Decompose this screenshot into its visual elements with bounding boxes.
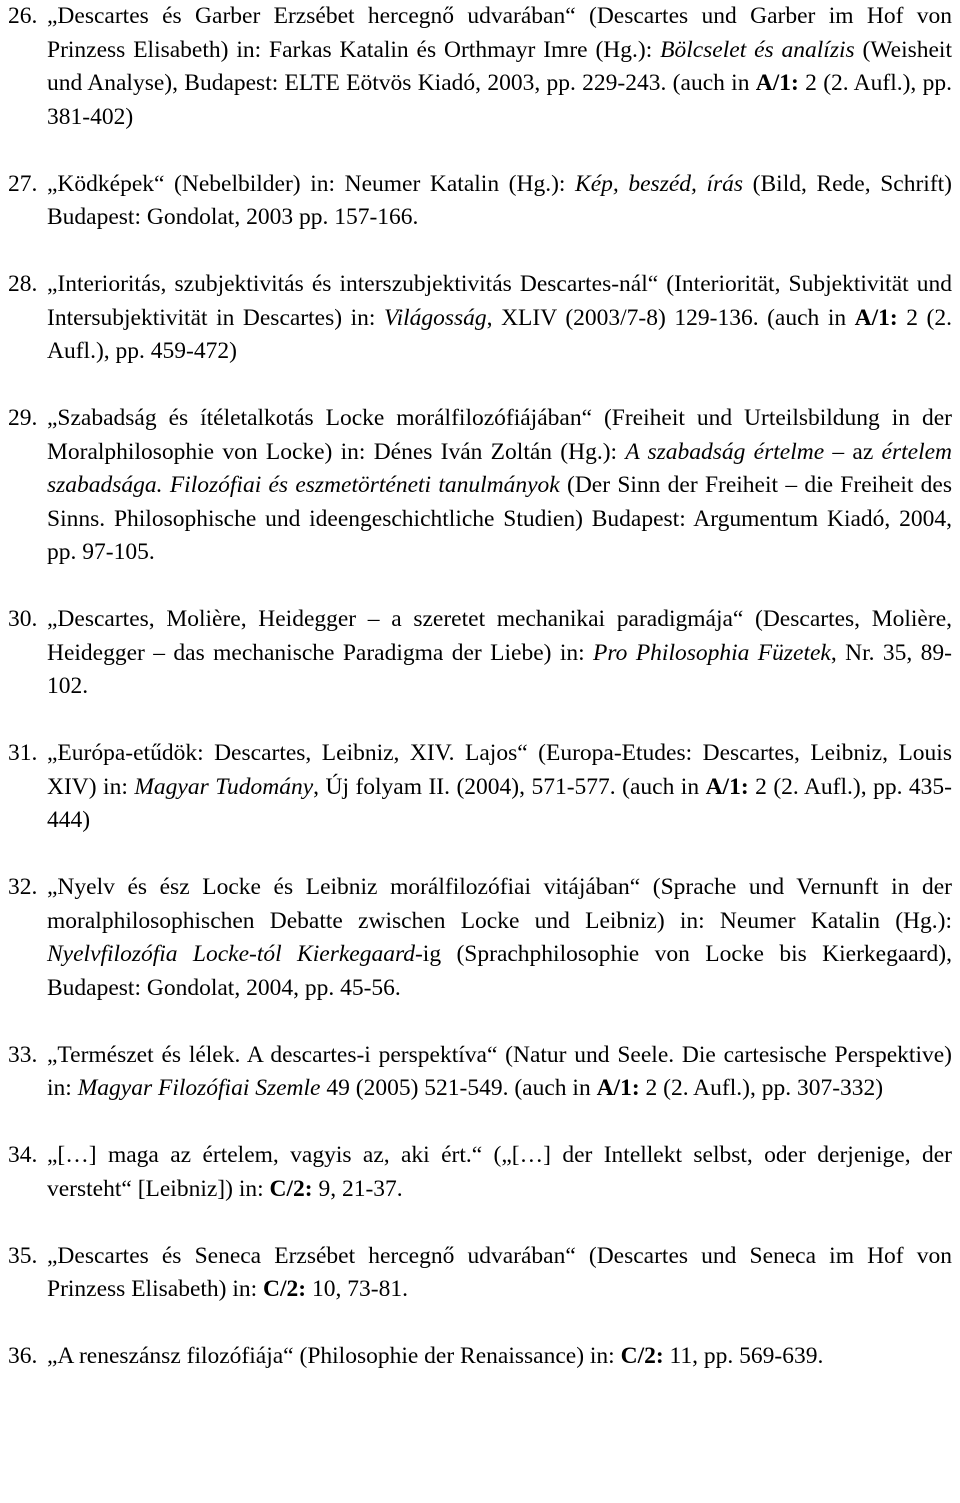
entry-citation [47,1240,952,1307]
bibliography-entry [8,1139,952,1206]
entry-citation [47,603,952,704]
bibliography-entry [8,603,952,704]
italic-title: értelem szabadsága. Filozófiai és eszmetörténeti tanulmányok [47,438,952,498]
bold-reference: A/1: [596,1075,640,1101]
bibliography-entry [8,0,952,134]
citation-text: 49 (2005) 521-549. (auch in [320,1075,597,1101]
bibliography-entry [8,402,952,570]
citation-text: „A reneszánsz filozófiája“ (Philosophie der Renaissance) in: [47,1343,621,1369]
citation-text: , Új folyam II. (2004), 571-577. (auch in [313,773,706,800]
citation-text: „Interioritás, szubjektivitás és interszubjektivitás Descartes-nál“ (Interiorität, Subjektivität und Intersubjektivität in Descartes) in: [47,271,952,331]
entry-number: 34. [8,1142,38,1168]
entry-number: 26. [8,3,38,29]
citation-text: 2 (2. Aufl.), pp. 381-402) [47,70,952,130]
entry-number: 32. [8,874,38,900]
bibliography-entry [8,737,952,838]
bold-reference: A/1: [705,773,749,800]
citation-text: „Descartes, Molière, Heidegger – a szeretet mechanikai paradigmája“ (Descartes, Molière, Heidegger – das mechanische Paradigma der Liebe) in: [47,606,952,666]
citation-text: „Descartes és Garber Erzsébet hercegnő udvarában“ (Descartes und Garber im Hof von Prinzess Elisabeth) in: Farkas Katalin és Orthmayr Imre (Hg.): [47,3,952,63]
entry-number: 35. [8,1242,38,1269]
citation-text: , XLIV (2003/7-8) 129-136. (auch in [486,304,855,331]
bibliography-entry [8,268,952,369]
citation-text: – az [824,438,882,465]
bold-reference: A/1: [854,304,898,331]
citation-text: „Descartes és Seneca Erzsébet hercegnő udvarában“ (Descartes und Seneca im Hof von Prinzess Elisabeth) in: [47,1242,952,1302]
entry-citation [47,871,952,1005]
bibliography-entry [8,871,952,1005]
italic-title: Nyelvfilozófia Locke-tól Kierkegaard [47,941,415,967]
entry-number: 27. [8,170,38,197]
bold-reference: C/2: [620,1343,664,1369]
citation-text: 9, 21-37. [312,1175,403,1202]
entry-citation [47,0,952,134]
bold-reference: C/2: [263,1276,307,1302]
bibliography-entry [8,1340,952,1374]
citation-text: „Európa-etűdök: Descartes, Leibniz, XIV. Lajos“ (Europa-Etudes: Descartes, Leibniz, Louis XIV) in: [47,740,952,800]
bibliography-entry [8,1240,952,1307]
entry-number: 31. [8,740,38,766]
entry-number: 29. [8,405,38,431]
entry-number: 36. [8,1343,38,1369]
entry-number: 30. [8,606,38,632]
entry-citation [47,1340,952,1374]
citation-text: (Bild, Rede, Schrift) Budapest: Gondolat, 2003 pp. 157-166. [47,170,952,230]
citation-text: 11, pp. 569-639. [663,1343,824,1369]
italic-title: Kép, beszéd, írás [575,170,744,197]
bibliography-entry [8,1039,952,1106]
citation-text: „Ködképek“ (Nebelbilder) in: Neumer Katalin (Hg.): [47,170,576,197]
citation-text: 2 (2. Aufl.), pp. 307-332) [639,1075,884,1101]
citation-text: 10, 73-81. [306,1276,408,1302]
italic-title: Bölcselet és analízis [660,36,855,63]
entry-citation [47,168,952,235]
citation-text: 2 (2. Aufl.), pp. 435-444) [47,773,952,833]
entry-citation [47,1039,952,1106]
italic-title: Magyar Tudomány [134,773,314,800]
italic-title: A szabadság értelme [625,438,825,465]
citation-text: (Der Sinn der Freiheit – die Freiheit des Sinns. Philosophische und ideengeschichtliche Studien) Budapest: Argumentum Kiadó, 2004, pp. 97-105. [47,472,952,565]
entry-citation [47,268,952,369]
entry-number: 33. [8,1041,38,1068]
citation-text: „Nyelv és ész Locke és Leibniz morálfilozófiai vitájában“ (Sprache und Vernunft in der moralphilosophischen Debatte zwischen Locke und Leibniz) in: Neumer Katalin (Hg.): [47,874,952,934]
italic-title: Magyar Filozófiai Szemle [77,1075,321,1101]
citation-text: „[…] maga az értelem, vagyis az, aki ért.“ („[…] der Intellekt selbst, oder derjenige, der versteht“ [Leibniz]) in: [47,1142,952,1202]
entry-citation [47,1139,952,1206]
entry-number: 28. [8,271,38,297]
entry-citation [47,402,952,570]
entry-citation [47,737,952,838]
citation-text: , Nr. 35, 89-102. [47,639,952,699]
italic-title: Pro Philosophia Füzetek [593,639,831,666]
citation-text: 2 (2. Aufl.), pp. 459-472) [47,304,953,364]
citation-text: „Természet és lélek. A descartes-i perspektíva“ (Natur und Seele. Die cartesische Perspektive) in: [47,1041,952,1101]
citation-text: -ig (Sprachphilosophie von Locke bis Kierkegaard), Budapest: Gondolat, 2004, pp. 45-56. [47,941,952,1001]
bold-reference: C/2: [269,1175,313,1202]
bold-reference: A/1: [755,70,799,96]
italic-title: Világosság [383,304,487,331]
bibliography-list [8,0,952,1407]
citation-text: „Szabadság és ítéletalkotás Locke morálfilozófiájában“ (Freiheit und Urteilsbildung in der Moralphilosophie von Locke) in: Dénes Iván Zoltán (Hg.): [47,405,952,465]
bibliography-entry [8,168,952,235]
citation-text: (Weisheit und Analyse), Budapest: ELTE Eötvös Kiadó, 2003, pp. 229-243. (auch in [47,36,952,96]
